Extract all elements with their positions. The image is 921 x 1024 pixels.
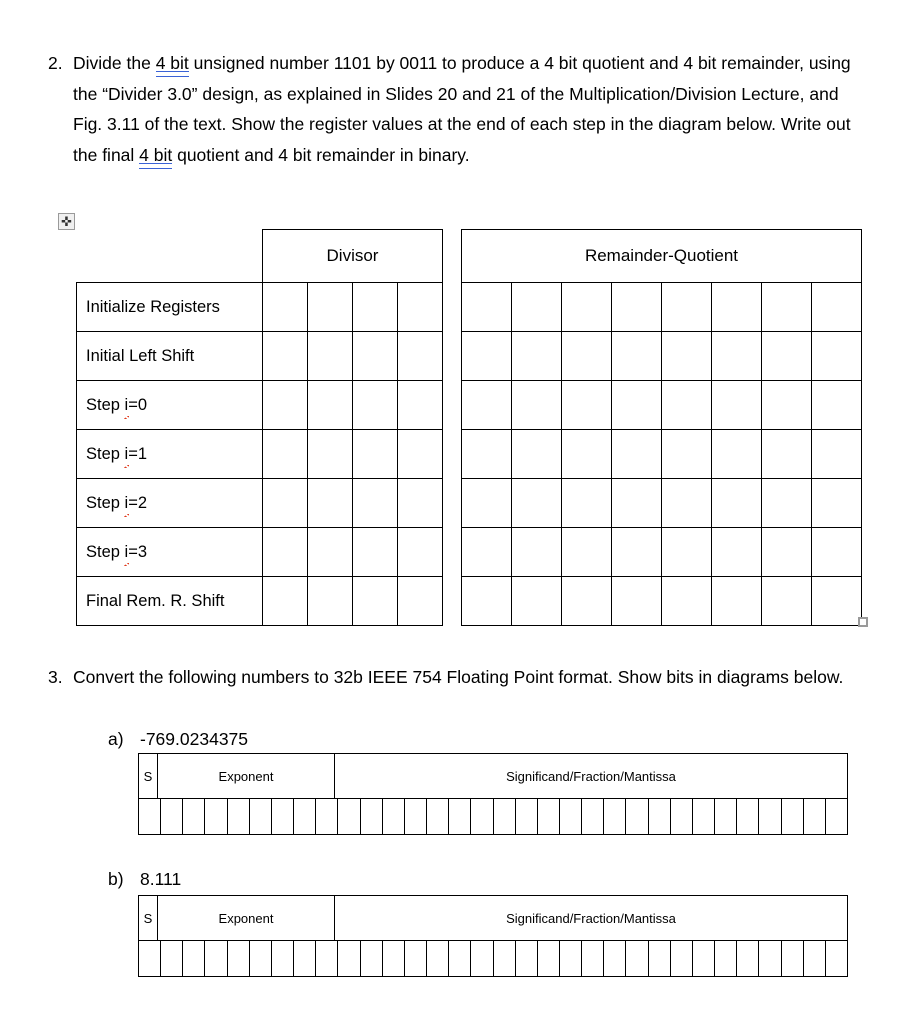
bit-cell[interactable] [338,799,360,834]
divisor-cell[interactable] [398,577,443,626]
table-move-handle-icon[interactable]: ✜ [58,213,75,230]
bit-cell[interactable] [671,941,693,976]
rq-cell[interactable] [712,332,762,381]
table-row[interactable] [77,577,443,626]
rq-cell[interactable] [462,577,512,626]
bit-cell[interactable] [272,799,294,834]
table-row[interactable] [462,283,862,332]
row-label-final-rem-r-shift: Final Rem. R. Shift [77,577,263,626]
rq-cell[interactable] [762,381,812,430]
divisor-cell[interactable] [263,528,308,577]
divisor-cell[interactable] [308,283,353,332]
spellcheck-marker-i: i [124,493,129,512]
divisor-cell[interactable] [353,283,398,332]
rq-cell[interactable] [662,528,712,577]
divisor-cell[interactable] [398,381,443,430]
rq-cell[interactable] [562,430,612,479]
rq-cell[interactable] [712,528,762,577]
table-row[interactable] [462,332,862,381]
table-row[interactable] [462,430,862,479]
rq-cell[interactable] [462,430,512,479]
rq-cell[interactable] [812,528,862,577]
bit-cell[interactable] [361,941,383,976]
bit-cell[interactable] [826,941,847,976]
rq-cell[interactable] [712,430,762,479]
question-2-number: 2. [48,53,63,73]
table-row[interactable] [77,283,443,332]
rq-cell[interactable] [762,528,812,577]
bit-cell[interactable] [183,799,205,834]
rq-cell[interactable] [562,381,612,430]
bit-cell[interactable] [737,799,759,834]
bit-cell[interactable] [693,941,715,976]
rq-cell[interactable] [562,332,612,381]
bit-cell[interactable] [427,941,449,976]
bit-cell[interactable] [272,941,294,976]
rq-cell[interactable] [462,528,512,577]
bit-cell[interactable] [405,799,427,834]
divisor-cell[interactable] [353,381,398,430]
spellcheck-marker-i: i [124,395,129,414]
bit-cell[interactable] [804,941,826,976]
rq-cell[interactable] [662,577,712,626]
ieee754-b-exponent-label: Exponent [158,896,335,940]
rq-cell[interactable] [512,528,562,577]
question-2-text-part3: quotient and 4 bit remainder in binary. [172,144,470,165]
table-row[interactable] [77,381,443,430]
rq-cell[interactable] [512,577,562,626]
bit-cell[interactable] [804,799,826,834]
bit-cell[interactable] [316,941,338,976]
rq-cell[interactable] [812,381,862,430]
bit-cell[interactable] [471,941,493,976]
divisor-cell[interactable] [263,430,308,479]
bit-cell[interactable] [626,941,648,976]
bit-cell[interactable] [161,941,183,976]
divisor-cell[interactable] [353,479,398,528]
rq-cell[interactable] [762,479,812,528]
rq-cell[interactable] [812,479,862,528]
question-2-text [73,48,863,170]
bit-cell[interactable] [361,799,383,834]
bit-cell[interactable] [183,941,205,976]
divisor-cell[interactable] [398,283,443,332]
rq-cell[interactable] [712,479,762,528]
rq-cell[interactable] [562,528,612,577]
question-3-number: 3. [48,667,63,687]
table-row[interactable] [77,479,443,528]
bit-cell[interactable] [538,941,560,976]
bit-cell[interactable] [693,799,715,834]
divisor-cell[interactable] [308,381,353,430]
bit-cell[interactable] [604,799,626,834]
question-2-emphasis-1: 4 bit [155,53,189,73]
bit-cell[interactable] [604,941,626,976]
divisor-cell[interactable] [353,528,398,577]
bit-cell[interactable] [671,799,693,834]
divisor-cell[interactable] [308,479,353,528]
bit-cell[interactable] [250,941,272,976]
question-3-text: Convert the following numbers to 32b IEEE 754 Floating Point format. Show bits in diagrams below. [73,667,844,687]
rq-cell[interactable] [562,577,612,626]
rq-cell[interactable] [812,577,862,626]
bit-cell[interactable] [826,799,847,834]
bit-cell[interactable] [715,799,737,834]
bit-cell[interactable] [759,941,781,976]
rq-cell[interactable] [662,283,712,332]
item-a-value: -769.0234375 [140,729,249,749]
ieee754-b-mantissa-label: Significand/Fraction/Mantissa [506,910,676,926]
divisor-cell[interactable] [308,332,353,381]
row-label-step-i0: Step i=0 [77,381,263,430]
rq-cell[interactable] [612,332,662,381]
rq-cell[interactable] [512,283,562,332]
divisor-cell[interactable] [398,528,443,577]
ieee754-a-header-row [139,754,847,799]
bit-cell[interactable] [649,799,671,834]
divisor-cell[interactable] [398,479,443,528]
divisor-cell[interactable] [308,577,353,626]
bit-cell[interactable] [228,941,250,976]
bit-cell[interactable] [516,799,538,834]
bit-cell[interactable] [228,799,250,834]
divisor-cell[interactable] [353,577,398,626]
table-row[interactable] [462,479,862,528]
rq-cell[interactable] [462,332,512,381]
bit-cell[interactable] [427,799,449,834]
divisor-table[interactable] [76,229,443,626]
divisor-cell[interactable] [353,332,398,381]
table-row[interactable] [77,430,443,479]
question-2-block [40,48,870,170]
bit-cell[interactable] [560,941,582,976]
table-row[interactable] [462,577,862,626]
question-3-item-b [108,866,181,892]
ieee754-a-mantissa-label: Significand/Fraction/Mantissa [506,768,676,784]
ieee754-b-header-row [139,896,847,941]
bit-cell[interactable] [582,941,604,976]
ieee754-diagram-a[interactable] [138,753,848,835]
remainder-quotient-table[interactable] [461,229,862,626]
bit-cell[interactable] [715,941,737,976]
divisor-cell[interactable] [263,381,308,430]
divisor-cell[interactable] [308,528,353,577]
bit-cell[interactable] [516,941,538,976]
rq-cell[interactable] [712,283,762,332]
item-b-value: 8.111 [140,869,182,889]
rq-cell[interactable] [512,479,562,528]
rq-header-row [462,230,862,283]
bit-cell[interactable] [205,799,227,834]
rq-cell[interactable] [462,381,512,430]
divisor-cell[interactable] [308,430,353,479]
question-2-text-part1: Divide the [73,53,156,73]
item-a-letter: a) [108,729,124,749]
rq-cell[interactable] [612,381,662,430]
bit-cell[interactable] [338,941,360,976]
bit-cell[interactable] [383,941,405,976]
spellcheck-marker-i: i [124,542,129,561]
rq-cell[interactable] [612,479,662,528]
divisor-cell[interactable] [263,283,308,332]
divisor-corner-cell [77,230,263,283]
bit-cell[interactable] [494,799,516,834]
rq-cell[interactable] [812,332,862,381]
divisor-cell[interactable] [263,479,308,528]
bit-cell[interactable] [782,941,804,976]
rq-cell[interactable] [662,430,712,479]
bit-cell[interactable] [139,799,161,834]
rq-cell[interactable] [462,479,512,528]
rq-cell[interactable] [462,283,512,332]
rq-cell[interactable] [512,381,562,430]
rq-cell[interactable] [762,430,812,479]
bit-cell[interactable] [250,799,272,834]
rq-cell[interactable] [562,283,612,332]
bit-cell[interactable] [560,799,582,834]
rq-cell[interactable] [662,332,712,381]
rq-cell[interactable] [812,430,862,479]
table-row[interactable] [462,528,862,577]
rq-cell[interactable] [712,577,762,626]
bit-cell[interactable] [161,799,183,834]
ieee754-a-sign-label: S [139,754,158,798]
table-row[interactable] [462,381,862,430]
rq-cell[interactable] [762,332,812,381]
bit-cell[interactable] [737,941,759,976]
divisor-header-label: Divisor [263,230,443,283]
bit-cell[interactable] [538,799,560,834]
question-3-block [40,662,870,693]
bit-cell[interactable] [449,799,471,834]
row-label-initial-left-shift: Initial Left Shift [77,332,263,381]
bit-cell[interactable] [471,799,493,834]
bit-cell[interactable] [294,941,316,976]
bit-cell[interactable] [782,799,804,834]
divisor-cell[interactable] [263,577,308,626]
bit-cell[interactable] [139,941,161,976]
bit-cell[interactable] [494,941,516,976]
bit-cell[interactable] [759,799,781,834]
row-label-step-i2: Step i=2 [77,479,263,528]
divisor-cell[interactable] [353,430,398,479]
bit-cell[interactable] [405,941,427,976]
divisor-cell[interactable] [398,332,443,381]
ieee754-a-exponent-label: Exponent [158,754,335,798]
rq-cell[interactable] [612,528,662,577]
rq-cell[interactable] [512,430,562,479]
bit-cell[interactable] [582,799,604,834]
question-2-emphasis-2: 4 bit [139,144,173,165]
rq-cell[interactable] [612,283,662,332]
ieee754-a-bit-row[interactable] [139,799,847,834]
table-resize-handle-icon[interactable] [858,617,868,627]
rq-cell[interactable] [762,577,812,626]
bit-cell[interactable] [294,799,316,834]
rq-cell[interactable] [612,430,662,479]
ieee754-b-sign-label: S [139,896,158,940]
rq-cell[interactable] [662,479,712,528]
rq-cell[interactable] [712,381,762,430]
rq-cell[interactable] [812,283,862,332]
bit-cell[interactable] [449,941,471,976]
bit-cell[interactable] [626,799,648,834]
rq-cell[interactable] [562,479,612,528]
divisor-header-row [77,230,443,283]
rq-cell[interactable] [662,381,712,430]
bit-cell[interactable] [383,799,405,834]
row-label-step-i1: Step i=1 [77,430,263,479]
rq-cell[interactable] [612,577,662,626]
bit-cell[interactable] [205,941,227,976]
row-label-step-i3: Step i=3 [77,528,263,577]
divisor-cell[interactable] [398,430,443,479]
rq-cell[interactable] [512,332,562,381]
divisor-cell[interactable] [263,332,308,381]
item-b-letter: b) [108,869,124,889]
question-2-text-part2: unsigned number 1101 by 0011 to produce a 4 bit quotient and 4 bit remainder, using the “Divider 3.0” design, as explained in Slides 20 and 21 of the Multiplication/Division Lecture, and Fig. 3.11 of the text. Show the register values at the end of each step in the diagram below. Write out the final [73,53,851,165]
table-row[interactable] [77,528,443,577]
table-row[interactable] [77,332,443,381]
row-label-initialize-registers: Initialize Registers [77,283,263,332]
ieee754-b-bit-row[interactable] [139,941,847,976]
bit-cell[interactable] [316,799,338,834]
rq-cell[interactable] [762,283,812,332]
ieee754-diagram-b[interactable] [138,895,848,977]
spellcheck-marker-i: i [124,444,129,463]
question-3-item-a [108,726,248,752]
bit-cell[interactable] [649,941,671,976]
remainder-quotient-header-label: Remainder-Quotient [462,230,862,283]
